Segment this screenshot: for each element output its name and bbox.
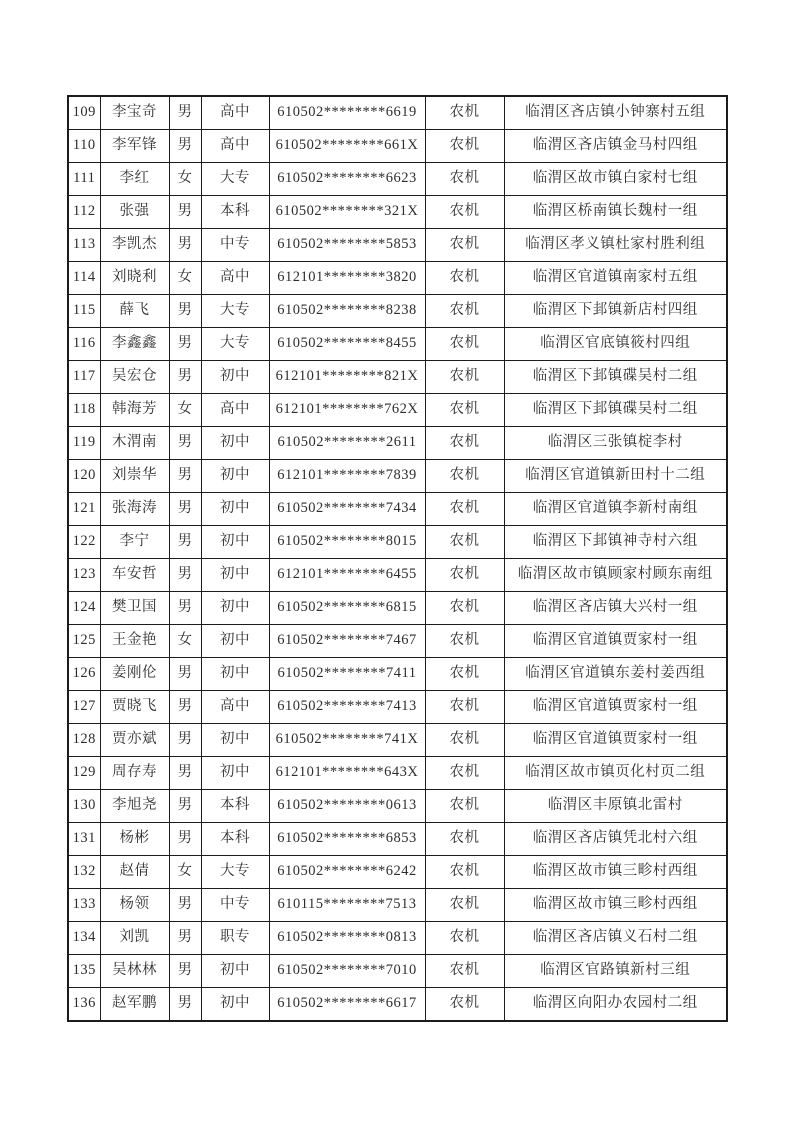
row-number-cell: 131: [68, 823, 100, 856]
education-cell: 中专: [201, 889, 269, 922]
gender-cell: 男: [169, 592, 201, 625]
education-cell: 本科: [201, 823, 269, 856]
education-cell: 职专: [201, 922, 269, 955]
id-number-cell: 610502********6617: [269, 988, 425, 1022]
category-cell: 农机: [425, 790, 504, 823]
education-cell: 初中: [201, 724, 269, 757]
row-number-cell: 119: [68, 427, 100, 460]
table-row: [68, 196, 727, 229]
category-cell: 农机: [425, 889, 504, 922]
name-cell: 贾晓飞: [100, 691, 169, 724]
name-cell: 赵军鹏: [100, 988, 169, 1022]
gender-cell: 男: [169, 196, 201, 229]
id-number-cell: 610502********6623: [269, 163, 425, 196]
address-cell: 临渭区故市镇页化村页二组: [504, 757, 727, 790]
row-number-cell: 125: [68, 625, 100, 658]
gender-cell: 男: [169, 493, 201, 526]
education-cell: 中专: [201, 229, 269, 262]
id-number-cell: 610502********7411: [269, 658, 425, 691]
address-cell: 临渭区官道镇李新村南组: [504, 493, 727, 526]
address-cell: 临渭区下邽镇新店村四组: [504, 295, 727, 328]
category-cell: 农机: [425, 526, 504, 559]
id-number-cell: 610502********6815: [269, 592, 425, 625]
id-number-cell: 612101********821X: [269, 361, 425, 394]
id-number-cell: 612101********3820: [269, 262, 425, 295]
education-cell: 初中: [201, 427, 269, 460]
table-row: [68, 724, 727, 757]
education-cell: 高中: [201, 130, 269, 163]
row-number-cell: 116: [68, 328, 100, 361]
category-cell: 农机: [425, 559, 504, 592]
category-cell: 农机: [425, 955, 504, 988]
name-cell: 周存寿: [100, 757, 169, 790]
address-cell: 临渭区官道镇贾家村一组: [504, 691, 727, 724]
id-number-cell: 610502********8015: [269, 526, 425, 559]
gender-cell: 男: [169, 823, 201, 856]
row-number-cell: 135: [68, 955, 100, 988]
category-cell: 农机: [425, 856, 504, 889]
gender-cell: 男: [169, 988, 201, 1022]
name-cell: 薛飞: [100, 295, 169, 328]
address-cell: 临渭区官路镇新村三组: [504, 955, 727, 988]
education-cell: 高中: [201, 96, 269, 130]
gender-cell: 女: [169, 394, 201, 427]
id-number-cell: 612101********6455: [269, 559, 425, 592]
name-cell: 韩海芳: [100, 394, 169, 427]
address-cell: 临渭区下邽镇碟吴村二组: [504, 394, 727, 427]
name-cell: 姜刚伦: [100, 658, 169, 691]
table-row: [68, 757, 727, 790]
category-cell: 农机: [425, 229, 504, 262]
education-cell: 初中: [201, 625, 269, 658]
education-cell: 大专: [201, 295, 269, 328]
education-cell: 高中: [201, 262, 269, 295]
category-cell: 农机: [425, 130, 504, 163]
address-cell: 临渭区故市镇顾家村顾东南组: [504, 559, 727, 592]
address-cell: 临渭区孝义镇杜家村胜利组: [504, 229, 727, 262]
row-number-cell: 128: [68, 724, 100, 757]
education-cell: 本科: [201, 196, 269, 229]
address-cell: 临渭区官道镇贾家村一组: [504, 724, 727, 757]
gender-cell: 男: [169, 790, 201, 823]
address-cell: 临渭区官道镇南家村五组: [504, 262, 727, 295]
table-row: [68, 460, 727, 493]
address-cell: 临渭区下邽镇碟吴村二组: [504, 361, 727, 394]
table-row: [68, 96, 727, 130]
category-cell: 农机: [425, 196, 504, 229]
table-row: [68, 955, 727, 988]
table-row: [68, 889, 727, 922]
name-cell: 木渭南: [100, 427, 169, 460]
table-row: [68, 856, 727, 889]
category-cell: 农机: [425, 658, 504, 691]
row-number-cell: 121: [68, 493, 100, 526]
table-row: [68, 295, 727, 328]
gender-cell: 女: [169, 262, 201, 295]
category-cell: 农机: [425, 427, 504, 460]
table-row: [68, 922, 727, 955]
name-cell: 杨领: [100, 889, 169, 922]
education-cell: 初中: [201, 361, 269, 394]
name-cell: 王金艳: [100, 625, 169, 658]
gender-cell: 女: [169, 856, 201, 889]
gender-cell: 男: [169, 658, 201, 691]
row-number-cell: 132: [68, 856, 100, 889]
address-cell: 临渭区官道镇新田村十二组: [504, 460, 727, 493]
name-cell: 李旭尧: [100, 790, 169, 823]
table-row: [68, 163, 727, 196]
id-number-cell: 610502********6242: [269, 856, 425, 889]
address-cell: 临渭区丰原镇北雷村: [504, 790, 727, 823]
table-row: [68, 625, 727, 658]
table-row: [68, 559, 727, 592]
id-number-cell: 610502********8238: [269, 295, 425, 328]
id-number-cell: 610502********6619: [269, 96, 425, 130]
name-cell: 刘晓利: [100, 262, 169, 295]
id-number-cell: 610115********7513: [269, 889, 425, 922]
id-number-cell: 610502********2611: [269, 427, 425, 460]
category-cell: 农机: [425, 922, 504, 955]
table-body: [68, 96, 727, 1021]
gender-cell: 男: [169, 361, 201, 394]
address-cell: 临渭区桥南镇长魏村一组: [504, 196, 727, 229]
address-cell: 临渭区吝店镇义石村二组: [504, 922, 727, 955]
category-cell: 农机: [425, 823, 504, 856]
row-number-cell: 126: [68, 658, 100, 691]
gender-cell: 男: [169, 295, 201, 328]
table-row: [68, 427, 727, 460]
row-number-cell: 110: [68, 130, 100, 163]
id-number-cell: 610502********8455: [269, 328, 425, 361]
address-cell: 临渭区故市镇三畛村西组: [504, 856, 727, 889]
table-row: [68, 493, 727, 526]
row-number-cell: 136: [68, 988, 100, 1022]
education-cell: 初中: [201, 592, 269, 625]
education-cell: 大专: [201, 856, 269, 889]
name-cell: 吴宏仓: [100, 361, 169, 394]
address-cell: 临渭区故市镇三畛村西组: [504, 889, 727, 922]
address-cell: 临渭区官道镇东姜村姜西组: [504, 658, 727, 691]
id-number-cell: 610502********321X: [269, 196, 425, 229]
gender-cell: 男: [169, 526, 201, 559]
name-cell: 樊卫国: [100, 592, 169, 625]
education-cell: 初中: [201, 988, 269, 1022]
category-cell: 农机: [425, 988, 504, 1022]
table-row: [68, 691, 727, 724]
name-cell: 李凯杰: [100, 229, 169, 262]
table-row: [68, 988, 727, 1022]
id-number-cell: 612101********7839: [269, 460, 425, 493]
name-cell: 张强: [100, 196, 169, 229]
name-cell: 车安哲: [100, 559, 169, 592]
address-cell: 临渭区吝店镇大兴村一组: [504, 592, 727, 625]
row-number-cell: 122: [68, 526, 100, 559]
name-cell: 李红: [100, 163, 169, 196]
category-cell: 农机: [425, 96, 504, 130]
row-number-cell: 113: [68, 229, 100, 262]
row-number-cell: 117: [68, 361, 100, 394]
row-number-cell: 111: [68, 163, 100, 196]
table-row: [68, 790, 727, 823]
name-cell: 张海涛: [100, 493, 169, 526]
gender-cell: 男: [169, 889, 201, 922]
row-number-cell: 130: [68, 790, 100, 823]
address-cell: 临渭区下邽镇神寺村六组: [504, 526, 727, 559]
gender-cell: 女: [169, 625, 201, 658]
name-cell: 刘凯: [100, 922, 169, 955]
row-number-cell: 115: [68, 295, 100, 328]
address-cell: 临渭区吝店镇金马村四组: [504, 130, 727, 163]
education-cell: 高中: [201, 691, 269, 724]
name-cell: 刘崇华: [100, 460, 169, 493]
address-cell: 临渭区故市镇白家村七组: [504, 163, 727, 196]
id-number-cell: 610502********741X: [269, 724, 425, 757]
address-cell: 临渭区官道镇贾家村一组: [504, 625, 727, 658]
category-cell: 农机: [425, 460, 504, 493]
id-number-cell: 610502********0613: [269, 790, 425, 823]
gender-cell: 女: [169, 163, 201, 196]
gender-cell: 男: [169, 559, 201, 592]
table-row: [68, 823, 727, 856]
category-cell: 农机: [425, 724, 504, 757]
category-cell: 农机: [425, 592, 504, 625]
name-cell: 李宁: [100, 526, 169, 559]
education-cell: 初中: [201, 559, 269, 592]
education-cell: 大专: [201, 163, 269, 196]
education-cell: 初中: [201, 955, 269, 988]
row-number-cell: 129: [68, 757, 100, 790]
name-cell: 李宝奇: [100, 96, 169, 130]
name-cell: 吴林林: [100, 955, 169, 988]
category-cell: 农机: [425, 757, 504, 790]
gender-cell: 男: [169, 955, 201, 988]
gender-cell: 男: [169, 96, 201, 130]
row-number-cell: 123: [68, 559, 100, 592]
education-cell: 大专: [201, 328, 269, 361]
id-number-cell: 610502********0813: [269, 922, 425, 955]
gender-cell: 男: [169, 691, 201, 724]
table-row: [68, 592, 727, 625]
row-number-cell: 120: [68, 460, 100, 493]
category-cell: 农机: [425, 328, 504, 361]
name-cell: 杨彬: [100, 823, 169, 856]
education-cell: 初中: [201, 757, 269, 790]
name-cell: 李鑫鑫: [100, 328, 169, 361]
row-number-cell: 114: [68, 262, 100, 295]
gender-cell: 男: [169, 724, 201, 757]
address-cell: 临渭区吝店镇小钟寨村五组: [504, 96, 727, 130]
table-row: [68, 361, 727, 394]
id-number-cell: 610502********7434: [269, 493, 425, 526]
education-cell: 本科: [201, 790, 269, 823]
gender-cell: 男: [169, 130, 201, 163]
category-cell: 农机: [425, 163, 504, 196]
row-number-cell: 109: [68, 96, 100, 130]
table-row: [68, 394, 727, 427]
id-number-cell: 610502********7413: [269, 691, 425, 724]
table-row: [68, 130, 727, 163]
table-row: [68, 262, 727, 295]
row-number-cell: 127: [68, 691, 100, 724]
address-cell: 临渭区向阳办农园村二组: [504, 988, 727, 1022]
table-row: [68, 229, 727, 262]
id-number-cell: 610502********7467: [269, 625, 425, 658]
row-number-cell: 118: [68, 394, 100, 427]
table-row: [68, 328, 727, 361]
education-cell: 初中: [201, 658, 269, 691]
education-cell: 初中: [201, 493, 269, 526]
row-number-cell: 133: [68, 889, 100, 922]
name-cell: 赵倩: [100, 856, 169, 889]
category-cell: 农机: [425, 691, 504, 724]
id-number-cell: 612101********643X: [269, 757, 425, 790]
roster-table: [67, 95, 728, 1022]
id-number-cell: 610502********7010: [269, 955, 425, 988]
category-cell: 农机: [425, 493, 504, 526]
category-cell: 农机: [425, 295, 504, 328]
gender-cell: 男: [169, 757, 201, 790]
address-cell: 临渭区吝店镇凭北村六组: [504, 823, 727, 856]
id-number-cell: 610502********661X: [269, 130, 425, 163]
education-cell: 初中: [201, 526, 269, 559]
table-row: [68, 526, 727, 559]
category-cell: 农机: [425, 394, 504, 427]
gender-cell: 男: [169, 460, 201, 493]
id-number-cell: 612101********762X: [269, 394, 425, 427]
name-cell: 贾亦斌: [100, 724, 169, 757]
address-cell: 临渭区官底镇筱村四组: [504, 328, 727, 361]
id-number-cell: 610502********6853: [269, 823, 425, 856]
category-cell: 农机: [425, 262, 504, 295]
name-cell: 李军锋: [100, 130, 169, 163]
table-row: [68, 658, 727, 691]
education-cell: 高中: [201, 394, 269, 427]
row-number-cell: 134: [68, 922, 100, 955]
row-number-cell: 112: [68, 196, 100, 229]
gender-cell: 男: [169, 922, 201, 955]
address-cell: 临渭区三张镇椗李村: [504, 427, 727, 460]
category-cell: 农机: [425, 361, 504, 394]
gender-cell: 男: [169, 229, 201, 262]
row-number-cell: 124: [68, 592, 100, 625]
education-cell: 初中: [201, 460, 269, 493]
gender-cell: 男: [169, 328, 201, 361]
category-cell: 农机: [425, 625, 504, 658]
id-number-cell: 610502********5853: [269, 229, 425, 262]
gender-cell: 男: [169, 427, 201, 460]
